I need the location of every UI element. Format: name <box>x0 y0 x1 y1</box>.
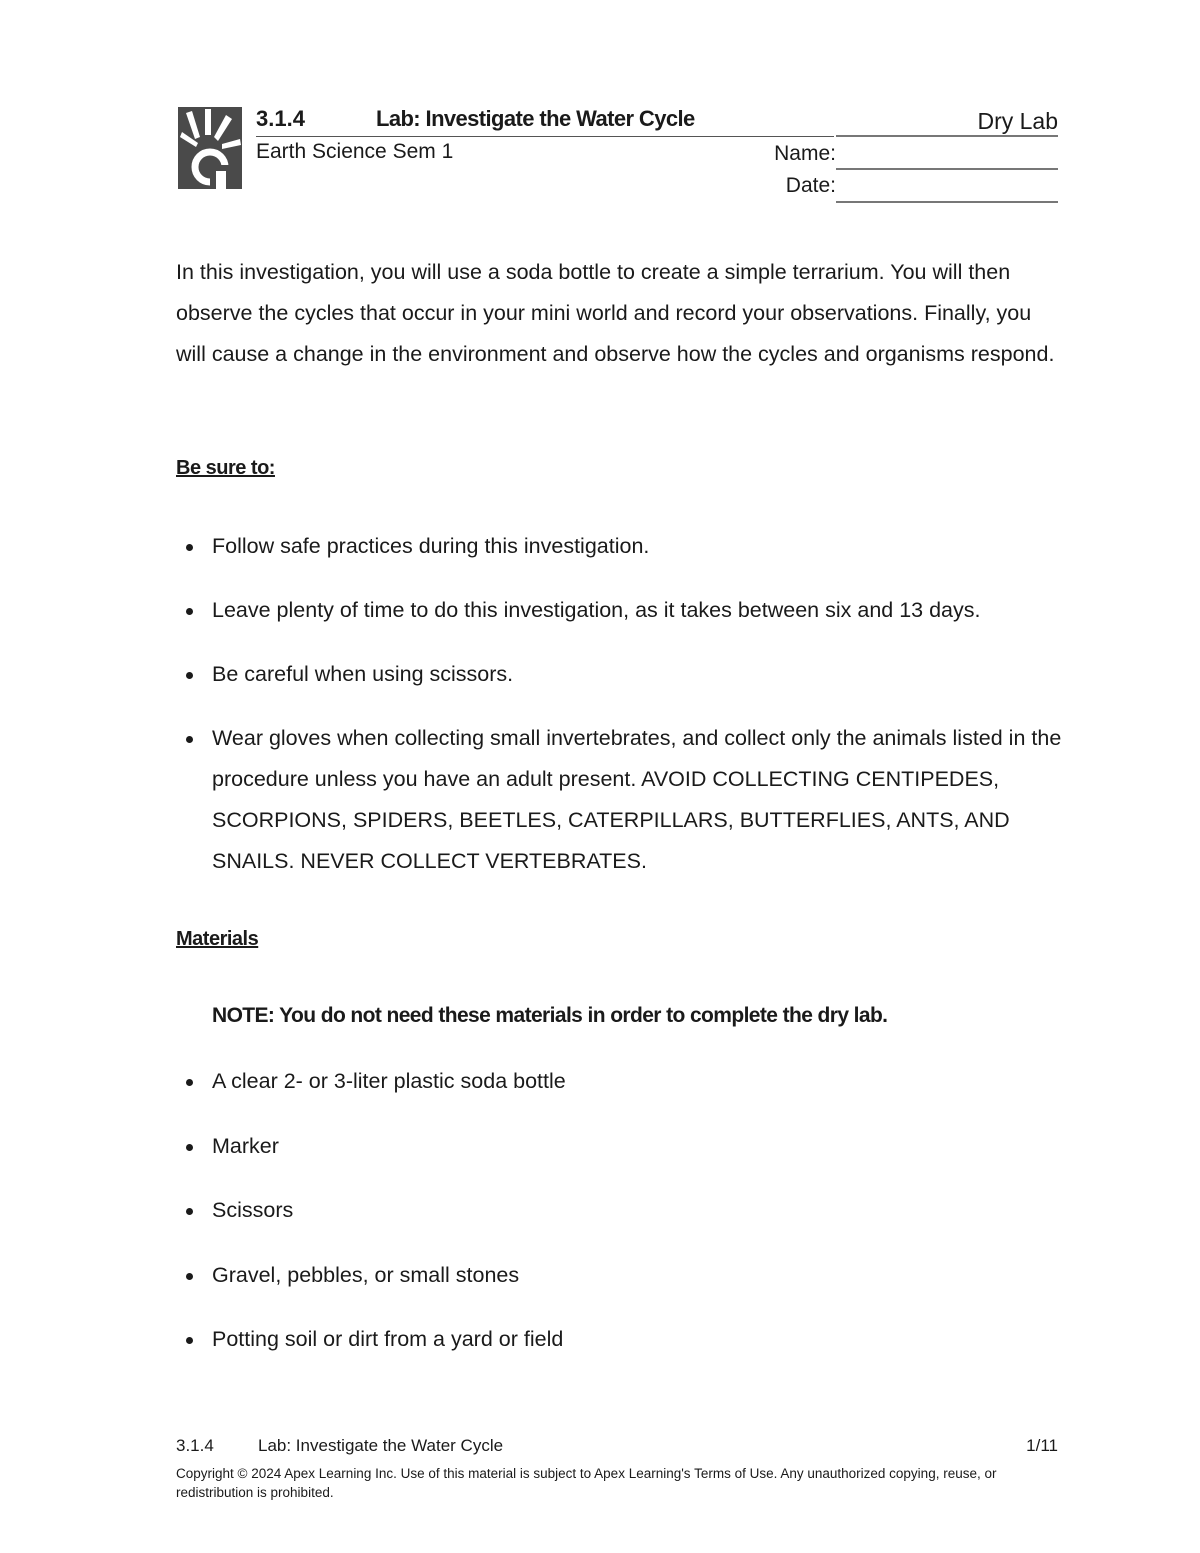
name-label: Name: <box>774 142 836 165</box>
footer-lesson-number: 3.1.4 <box>176 1436 214 1455</box>
list-item: Potting soil or dirt from a yard or field <box>176 1319 1076 1360</box>
be-sure-heading: Be sure to: <box>176 457 275 479</box>
name-field[interactable] <box>836 168 1058 170</box>
header-rule <box>256 136 834 137</box>
list-item: Marker <box>176 1126 1076 1167</box>
footer-lesson-title: Lab: Investigate the Water Cycle <box>258 1436 504 1455</box>
lesson-number: 3.1.4 <box>256 106 305 131</box>
list-item: Wear gloves when collecting small invertebrates, and collect only the animals listed in the procedure unless you have an adult present. AVOID COLLECTING CENTIPEDES, SCORPIONS, SPIDERS, BEETLES, CATERPILLARS, BUTTERFLIES, ANTS, AND SNAILS. NEVER COLLECT VERTEBRATES. <box>176 718 1076 882</box>
header-line <box>836 135 1058 137</box>
apex-logo-icon <box>178 107 242 189</box>
date-field[interactable] <box>836 201 1058 203</box>
list-item: Follow safe practices during this investigation. <box>176 526 1076 567</box>
date-label: Date: <box>785 174 836 197</box>
copyright-notice: Copyright © 2024 Apex Learning Inc. Use of this material is subject to Apex Learning's Terms of Use. Any unauthorized copying, reuse, or redistribution is prohibited. <box>176 1466 997 1500</box>
be-sure-list <box>176 526 1076 905</box>
list-item: Be careful when using scissors. <box>176 654 1076 695</box>
materials-heading: Materials <box>176 928 259 950</box>
list-item: Leave plenty of time to do this investigation, as it takes between six and 13 days. <box>176 590 1076 631</box>
materials-note: NOTE: You do not need these materials in order to complete the dry lab. <box>212 1004 888 1027</box>
page-number: 1/11 <box>1026 1436 1058 1455</box>
lesson-title: Lab: Investigate the Water Cycle <box>376 106 695 131</box>
lab-type: Dry Lab <box>977 108 1058 134</box>
course-name: Earth Science Sem 1 <box>256 140 454 163</box>
materials-list <box>176 1061 1076 1384</box>
intro-paragraph: In this investigation, you will use a soda bottle to create a simple terrarium. You will then observe the cycles that occur in your mini world and record your observations. Finally, you will cause a change in the environment and observe how the cycles and organisms respond. <box>176 260 1055 366</box>
list-item: Scissors <box>176 1190 1076 1231</box>
list-item: Gravel, pebbles, or small stones <box>176 1255 1076 1296</box>
list-item: A clear 2- or 3-liter plastic soda bottle <box>176 1061 1076 1102</box>
